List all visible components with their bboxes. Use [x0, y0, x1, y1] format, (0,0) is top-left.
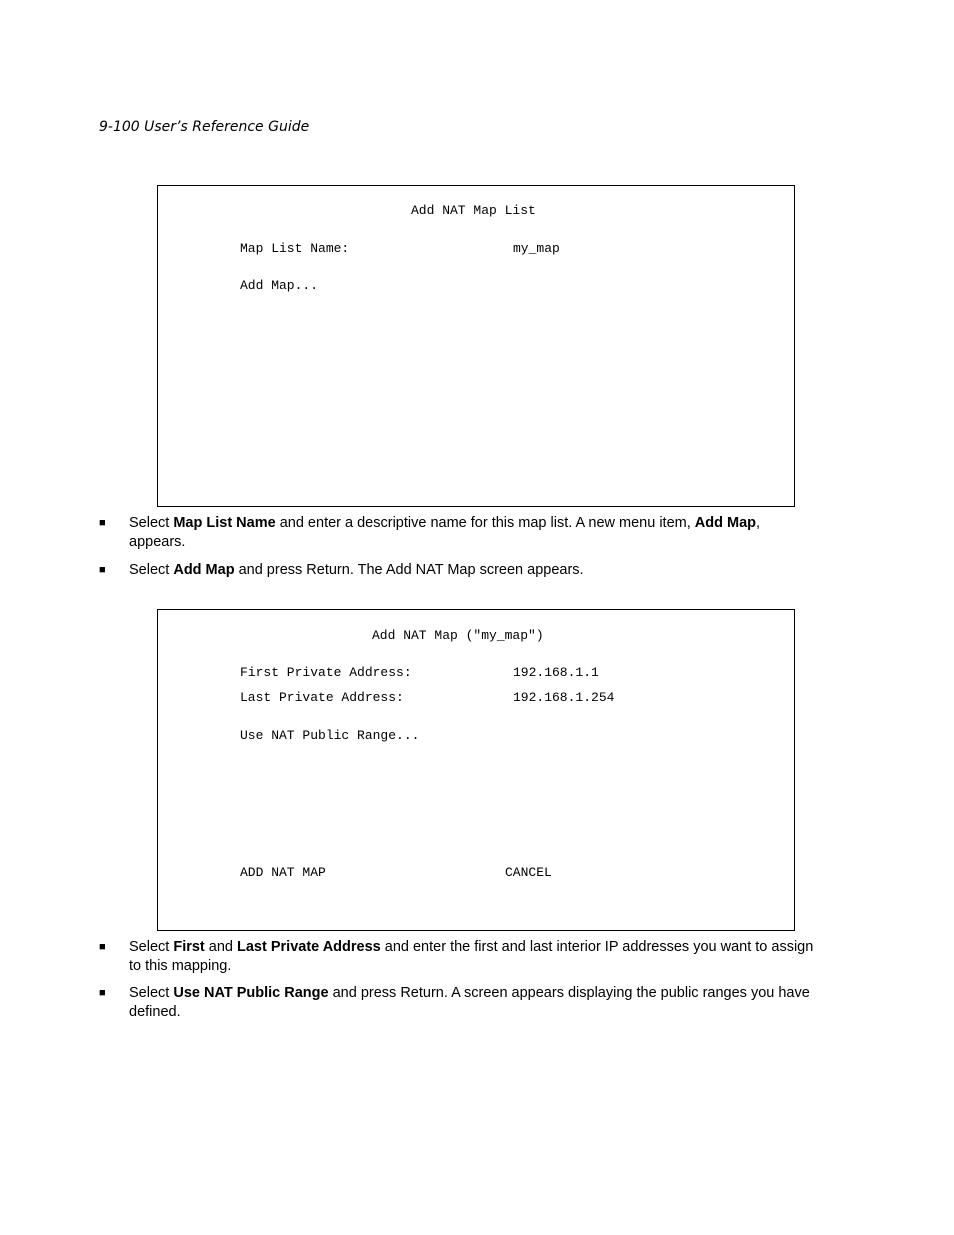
last-private-address-label: Last Private Address:: [240, 690, 404, 705]
bullet-text: Select Map List Name and enter a descriptive name for this map list. A new menu item, Add Map, appears.: [129, 515, 761, 550]
cancel-button[interactable]: CANCEL: [505, 865, 552, 880]
bullet-text: Select Add Map and press Return. The Add NAT Map screen appears.: [129, 562, 584, 578]
bullet-text: Select First and Last Private Address and enter the first and last interior IP addresses you want to assign to this mapping.: [129, 939, 814, 974]
bullet-marker: ■: [99, 941, 106, 953]
add-map-menu-item[interactable]: Add Map...: [240, 278, 319, 293]
add-nat-map-button[interactable]: ADD NAT MAP: [240, 865, 326, 880]
screen-title: Add NAT Map List: [411, 203, 536, 218]
use-nat-public-range-menu-item[interactable]: Use NAT Public Range...: [240, 728, 420, 743]
screen-title: Add NAT Map ("my_map"): [372, 628, 544, 643]
bullet-text: Select Use NAT Public Range and press Return. A screen appears displaying the public ranges you have defined.: [129, 985, 810, 1020]
map-list-name-field[interactable]: my_map: [513, 241, 560, 256]
running-head: 9-100 User’s Reference Guide: [99, 119, 310, 135]
add-nat-map-screen: [157, 609, 795, 931]
add-nat-map-list-screen: [157, 185, 795, 507]
first-private-address-field[interactable]: 192.168.1.1: [513, 665, 599, 680]
bullet-marker: ■: [99, 564, 106, 576]
bullet-marker: ■: [99, 987, 106, 999]
map-list-name-label: Map List Name:: [240, 241, 350, 256]
bullet-marker: ■: [99, 517, 106, 529]
first-private-address-label: First Private Address:: [240, 665, 412, 680]
last-private-address-field[interactable]: 192.168.1.254: [513, 690, 615, 705]
